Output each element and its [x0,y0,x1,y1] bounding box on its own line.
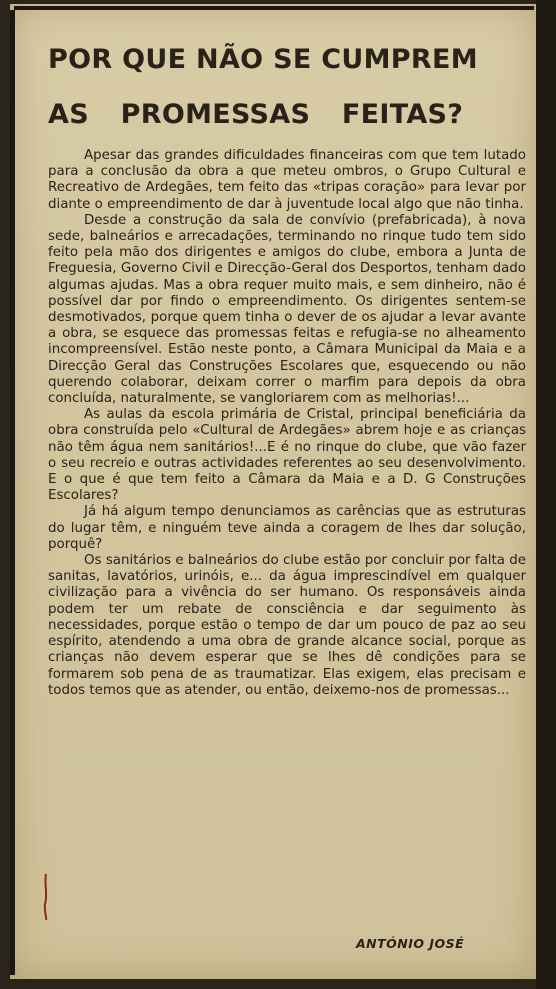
author-signature: ANTÓNIO JOSÉ [356,936,465,951]
paragraph-1: Apesar das grandes dificuldades financeiras com que tem lutado para a conclusão da obra a que meteu ombros, o Grupo Cultural e Recreativo de Ardegães, tem feito das «tripas coração» para levar por diante o empreendimento de dar à juventude local algo que não tinha. [48,148,526,212]
headline-line-2: AS PROMESSAS FEITAS? [48,99,464,130]
article-body [48,148,526,699]
paragraph-4: Já há algum tempo denunciamos as carências que as estruturas do lugar têm, e ninguém teve ainda a coragem de lhes dar solução, porquê? [48,504,526,552]
paragraph-5: Os sanitários e balneários do clube estão por concluir por falta de sanitas, lavatórios, urinóis, e... da água imprescindível em qualquer civilização para a vivência do ser humano. Os responsáveis ainda podem ter um rebate de consciência e dar seguimento às necessidades, porque estão o tempo de dar um pouco de paz ao seu espírito, atendendo a uma obra de grande alcance social, porque as crianças não devem esperar que se lhes dê condições para se formarem sob pena de as traumatizar. Elas exigem, elas precisam e todos temos que as atender, ou então, deixemo-nos de promessas... [48,553,526,698]
red-ink-mark [42,872,50,922]
dark-background-edge [536,0,556,989]
paragraph-3: As aulas da escola primária de Cristal, principal beneficiária da obra construída pelo «Cultural de Ardegães» abrem hoje e as crianças não têm água nem sanitários!...E é no rinque do clube, que vão fazer o seu recreio e outras actividades referentes ao seu desenvolvimento. E o que é que tem feito a Câmara da Maia e a D. G Construções Escolares? [48,407,526,504]
top-border-rule [14,6,534,10]
article-headline [48,32,528,142]
left-border-rule [10,10,15,975]
paragraph-2: Desde a construção da sala de convívio (prefabricada), à nova sede, balneários e arrecadações, terminando no rinque tudo tem sido feito pela mão dos dirigentes e amigos do clube, embora a Junta de Freguesia, Governo Civil e Direcção-Geral dos Desportos, tenham dado algumas ajudas. Mas a obra requer muito mais, e sem dinheiro, não é possível dar por findo o empreendimento. Os dirigentes sentem-se desmotivados, porque quem tinha o dever de os ajudar a levar avante a obra, se esquece das promessas feitas e refugia-se no alheamento incompreensível. Estão neste ponto, a Câmara Municipal da Maia e a Direcção Geral das Construções Escolares que, esquecendo ou não querendo colaborar, deixam correr o marfim para depois da obra concluída, naturalmente, se vangloriarem com as melhorias!... [48,212,526,407]
headline-line-1: POR QUE NÃO SE CUMPREM [48,44,478,75]
